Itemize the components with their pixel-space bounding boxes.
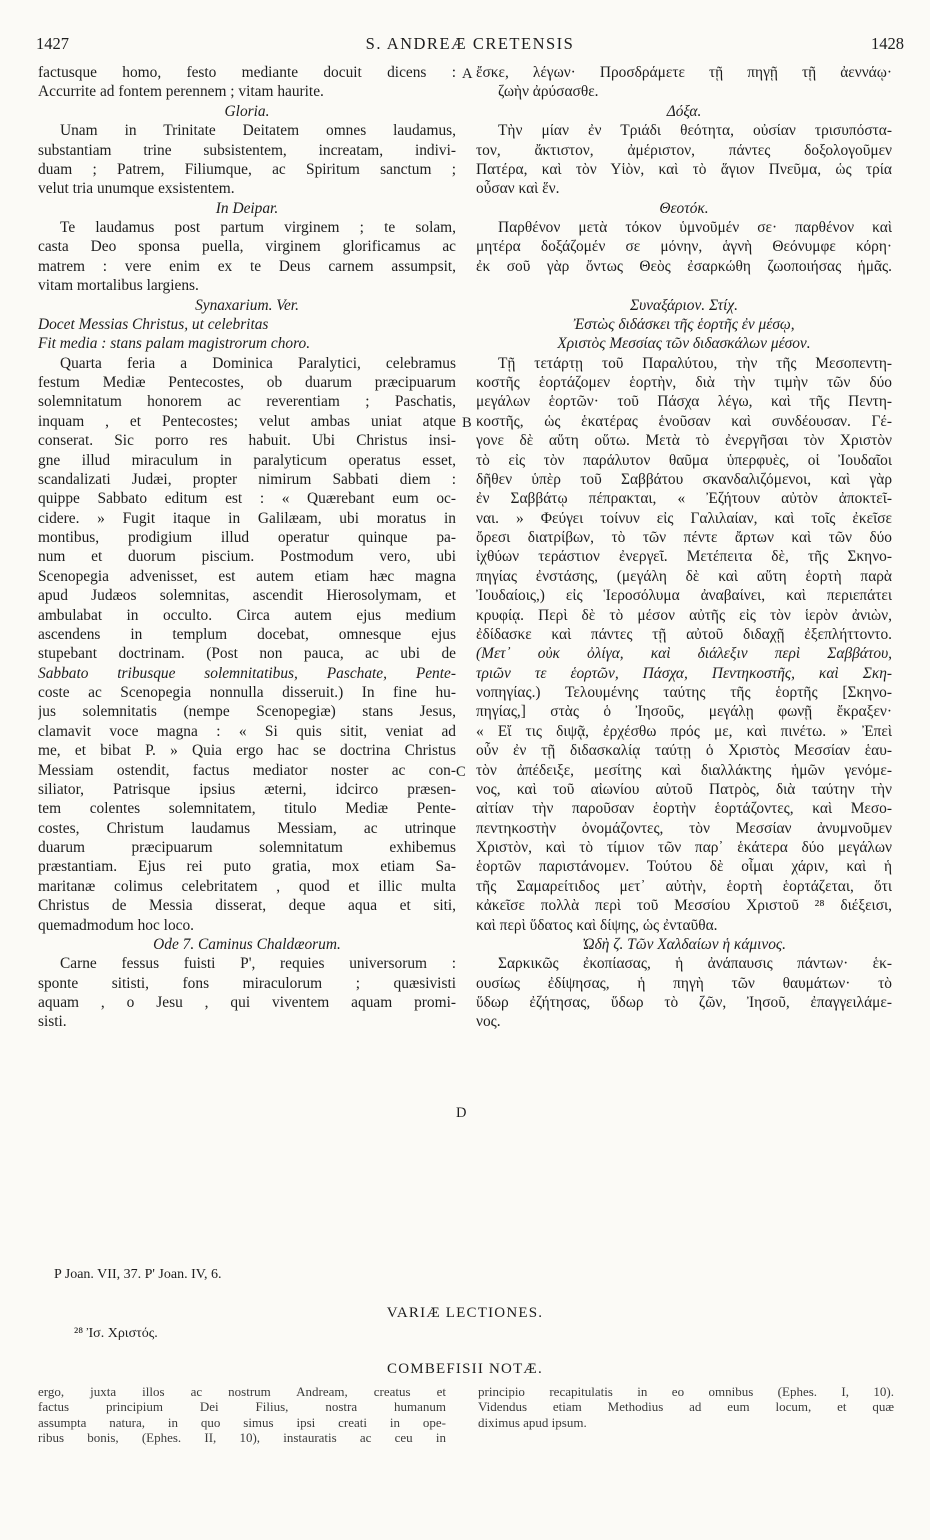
text-line: κοστῆς ἑορτάζομεν ἑορτὴν, διὰ τὴν τιμὴν τῶν δύο (476, 374, 892, 391)
note-line: factus principium Dei Filius, nostra humanum (38, 1399, 446, 1415)
text-line: ουσίως ἐδίψησας, ἡ πηγὴ τῶν θαυμάτων· τὸ (476, 974, 892, 992)
verse-line: Ἐστὼς διδάσκει τῆς ἑορτῆς ἐν μέσῳ, (573, 315, 795, 333)
text-line: apud Judæos solemnitas, ascendit Hierosolymam, et (38, 587, 456, 605)
text-line: quemadmodum hoc loco. (38, 916, 195, 934)
text-line: festum Mediæ Pentecostes, ob duarum præcipuarum (38, 374, 456, 391)
notes-right-column (478, 1384, 894, 1430)
section-heading: Ode 7. Caminus Chaldæorum. (153, 935, 341, 953)
text-line: gne illud miraculum in paralyticum operatus esset, (38, 451, 456, 469)
note-line: principio recapitulatis in eo omnibus (Ephes. I, 10). (478, 1384, 894, 1399)
text-line: Σαρκικῶς ἐκοπίασας, ἡ ἀνάπαυσις πάντων· ἑκ- (498, 955, 892, 973)
verse-line: Docet Messias Christus, ut celebritas (38, 315, 269, 333)
text-line: ἑορτῶν παριστάνομεν. Τούτου δὲ οἶμαι χάριν, καὶ ἡ (476, 858, 892, 876)
text-line: πεντηκοστὴν ὀνομάζοντες, τὸν Μεσσίαν ἀνυμνοῦμεν (476, 819, 892, 837)
combefisii-notae-title: COMBEFISII NOTÆ. (387, 1361, 543, 1377)
margin-letter-b: B (462, 415, 472, 431)
text-line: ὕδωρ ἐζήτησας, ὕδωρ τὸ ζῶν, Ἰησοῦ, ἐπαγγειλάμε- (476, 994, 892, 1011)
text-line: clamavit voce magna : « Si quis sitit, veniat ad (38, 722, 456, 740)
text-line: ἐν Σαββάτῳ πέπρακται, « Ἐζήτουν αὐτὸν ἀποκτεῖ- (476, 490, 892, 508)
text-line: Quarta feria a Dominica Paralytici, celebramus (60, 354, 456, 372)
text-line: aquam , o Jesu , qui viventem aquam promi- (38, 994, 456, 1011)
text-line: ἐδίδασκε καὶ πάντες τῇ αὐτοῦ διδαχῇ ἐξεπλήττοντο. (476, 625, 892, 643)
greek-column (476, 63, 892, 1032)
text-line: κἀκεῖσε πολλὰ περὶ τοῦ Μεσσίου Χριστοῦ ²⁸ διέξεισι, (476, 897, 892, 915)
text-line: κρυφίᾳ. Περὶ δὲ τὸ μέσον αὐτῆς εἰς τὸν ἱερὸν ἀνιὼν, (476, 606, 892, 624)
text-line: cidere. » Fugit itaque in Galilæam, ubi moratus in (38, 509, 456, 527)
text-line: Παρθένον μετὰ τόκον ὑμνοῦμέν σε· παρθένον καὶ (498, 219, 892, 236)
text-line: νοπηγίας.) Τελουμένης ταύτης τῆς ἑορτῆς [Σκηνο- (476, 684, 892, 701)
text-line: ἔσκε, λέγων· Προσδράμετε τῇ πηγῇ τῇ ἀεννάῳ· (476, 64, 892, 81)
note-line: ergo, juxta illos ac nostrum Andream, creatus et (38, 1384, 446, 1399)
text-line: Carne fessus fuisti P', requies universorum : (60, 955, 456, 973)
section-heading: In Deipar. (215, 199, 279, 217)
note-line: Videndus etiam Methodius ad eum locum, et quæ (478, 1399, 894, 1415)
text-line: κοστῆς, ὡς ἑκατέρας ἑνοῦσαν καὶ συνδέουσαν. Γέ- (476, 412, 892, 430)
text-line: τον, ἄκτιστον, ἀμέριστον, πάντες δοξολογοῦμεν (476, 141, 892, 159)
text-line: maritanæ colimus celebritatem , quod et illic multa (38, 877, 456, 895)
text-line: ζωὴν ἀρύσασθε. (498, 83, 599, 101)
notes-left-column (38, 1384, 446, 1446)
text-line: μητέρα δοξάζομέν σε μόνην, ἁγνὴ Θεόνυμφε κόρη· (476, 238, 892, 256)
text-line: πηγίας,] στὰς ὁ Ἰησοῦς, μεγάλῃ φωνῇ ἔκραξεν· (476, 703, 892, 721)
text-line: αἰτίαν τὴν παροῦσαν ἑορτὴν ἑορτάζοντες, καὶ Μεσο- (476, 800, 892, 818)
text-line: jus solemnitatis (nempe Scenopegiæ) stans Jesus, (38, 703, 456, 721)
text-line: καὶ περὶ ὕδατος καὶ δίψης, ὡς ἐνταῦθα. (476, 916, 718, 934)
text-line: Πατέρα, καὶ τὸν Υἱὸν, καὶ τὸ ἅγιον Πνεῦμα, ὡς τρία (476, 160, 892, 178)
text-line: duam ; Patrem, Filiumque, ac Spiritum sanctum ; (38, 160, 456, 178)
note-line: assumpta natura, in quo simus ipsi creati in ope- (38, 1414, 446, 1430)
margin-letter-c: C (456, 764, 466, 780)
right-page-number: 1428 (871, 34, 904, 53)
text-line: ascendens in templum docebat, omnesque ejus (38, 625, 456, 643)
text-line: τριῶν τε ἑορτῶν, Πάσχα, Πεντηκοστῆς, καὶ Σκη- (476, 664, 892, 682)
text-line: sisti. (38, 1013, 67, 1031)
text-line: Scenopegia advenisset, est autem etiam hæc magna (38, 567, 456, 585)
text-line: οὖσαν καὶ ἕν. (476, 180, 560, 198)
text-line: πηγίας ἐνστάσης, (μεγάλη δὲ καὶ αὕτη ἑορτὴ παρὰ (476, 567, 892, 585)
text-line: costes, Christum laudamus Messiam, ac utrinque (38, 819, 456, 837)
margin-letter-d: D (456, 1105, 467, 1121)
text-line: num et duorum piscium. Postmodum vero, ubi (38, 548, 456, 566)
text-line: Te laudamus post partum virginem ; te solam, (60, 219, 456, 236)
text-line: duarum præcipuarum solemnitatum exhibemus (38, 839, 456, 856)
text-line: « Εἴ τις διψᾷ, ἐρχέσθω πρός με, καὶ πινέτω. » Ἐπεὶ (476, 722, 892, 740)
text-line: velut tria unumque exsistentem. (38, 180, 235, 198)
text-line: Christus de Messia disserat, deque aqua et siti, (38, 897, 456, 915)
text-line: οὖν ἐν τῇ διδασκαλίᾳ ταύτῃ ὁ Χριστὸς Μεσσίαν ἑαυ- (476, 742, 892, 760)
text-line: casta Deo sponsa puella, virginem glorificamus ac (38, 238, 456, 256)
text-line: conserat. Sic porro res habuit. Ubi Christus insi- (38, 432, 456, 450)
text-line: ὄρεσι διατρίβων, τὸ τῶν πέντε ἄρτων καὶ τῶν δύο (476, 529, 892, 546)
text-line: stupebant doctrinam. (Post non pauca, ac ubi de (38, 645, 456, 663)
text-line: factusque homo, festo mediante docuit dicens : (38, 64, 456, 81)
section-heading: Συναξάριον. Στίχ. (629, 296, 739, 314)
text-line: coste ac Scenopegia nonnulla disseruit.) In fine hu- (38, 684, 456, 701)
text-line: Ἰουδαίοις,) εἰς Ἱεροσόλυμα ἀναβαίνει, καὶ περιεπάτει (476, 587, 892, 605)
text-line: præstantiam. Ejus rei puto gratia, mox etiam Sa- (38, 858, 456, 876)
text-line: vitam mortalibus largiens. (38, 277, 199, 295)
page-header (36, 34, 904, 56)
text-line: solemnitatum honorem ac reverentiam ; Paschatis, (38, 393, 456, 411)
section-heading: Gloria. (224, 102, 270, 120)
variae-lectiones-title: VARIÆ LECTIONES. (386, 1305, 544, 1321)
running-title: S. ANDREÆ CRETENSIS (365, 34, 575, 53)
text-line: ἐκ σοῦ γὰρ ὄντως Θεὸς ἐσαρκώθη ζωοποιήσας ἡμᾶς. (476, 257, 892, 275)
text-line: (Μετ᾽ οὐκ ὀλίγα, καὶ διάλεξιν περὶ Σαββάτου, (476, 645, 892, 663)
section-heading: Θεοτόκ. (659, 199, 709, 217)
text-line: τὸ εἰς τὸν παράλυτον θαῦμα ὑπερφυὲς, οἱ Ἰουδαῖοι (476, 451, 892, 469)
text-line: ναι. » Φεύγει τοίνυν εἰς Γαλιλαίαν, καὶ τοῖς ἐκεῖσε (476, 509, 892, 527)
note-line: diximus apud ipsum. (478, 1414, 587, 1430)
text-line: tem colentes solemnitatem, titulo Mediæ Pente- (38, 800, 456, 818)
variae-lectiones-item: ²⁸ Ἰσ. Χριστός. (74, 1326, 158, 1341)
text-line: Sabbato tribusque solemnitatibus, Paschate, Pente- (38, 664, 456, 682)
latin-column (38, 63, 456, 1032)
text-line: μεγάλων ἑορτῶν· τοῦ Πάσχα λέγω, καὶ τῆς Πεντη- (476, 393, 892, 411)
margin-letter-a: A (462, 66, 473, 82)
verse-line: Fit media : stans palam magistrorum choro. (38, 335, 311, 353)
text-line: Χριστὸν, καὶ τὸ τίμιον τῶν παρ᾽ ἑκάτερα δύο μεγάλων (476, 839, 892, 856)
text-line: ἰχθύων τεράστιον ἐνεργεῖ. Μετέπειτα δὲ, τῆς Σκηνο- (476, 548, 892, 566)
text-line: substantiam trine subsistentem, increatam, indivi- (38, 141, 456, 159)
left-page-number: 1427 (36, 34, 69, 53)
text-line: γονε δὲ αὕτη οὕτω. Μετὰ τὸ ἐνεργῆσαι τὸν Χριστὸν (476, 432, 892, 450)
text-line: sponte sitisti, fons miraculorum ; quæsivisti (38, 974, 456, 992)
text-line: ambulabat in occulto. Circa autem ejus medium (38, 606, 456, 624)
text-line: matrem : vere enim ex te Deus carnem assumpsit, (38, 257, 456, 275)
text-line: τῆς Σαμαρείτιδος μετ᾽ αὐτὴν, ἑορτὴ ἑορτάζεται, ὅτι (476, 877, 892, 895)
text-line: νος. (476, 1013, 501, 1031)
text-line: Τῇ τετάρτῃ τοῦ Παραλύτου, τὴν τῆς Μεσοπεντη- (498, 354, 892, 372)
text-line: νος, καὶ τοῦ αἰωνίου αὐτοῦ Πατρὸς, διὰ ταύτην τὴν (476, 780, 892, 798)
text-line: δῆθεν ὑπὲρ τοῦ Σαββάτου σκανδαλιζόμενοι, καὶ γὰρ (476, 470, 892, 488)
note-line: ribus bonis, (Ephes. II, 10), instauratis ac ceu in (38, 1430, 446, 1446)
verse-line: Χριστὸς Μεσσίας τῶν διδασκάλων μέσον. (557, 335, 811, 353)
text-line: quippe Sabbato editum est : « Quærebant eum oc- (38, 490, 456, 508)
text-line: Messiam ostendit, factus mediator noster ac con- (38, 761, 456, 779)
blank-line (476, 276, 892, 295)
section-heading: Synaxarium. Ver. (195, 296, 299, 314)
text-line: Τὴν μίαν ἐν Τριάδι θεότητα, οὐσίαν τρισυπόστα- (498, 122, 892, 140)
section-heading: Ὠδὴ ζ. Τῶν Χαλδαίων ἡ κάμινος. (581, 935, 787, 953)
text-line: τὸν ἀπέδειξε, μεσίτης καὶ διαλλάκτης ἡμῶν γενόμε- (476, 761, 892, 779)
text-line: Unam in Trinitate Deitatem omnes laudamus, (60, 122, 456, 140)
text-line: me, et bibat P. » Quia ergo hac se doctrina Christus (38, 742, 456, 760)
text-line: montibus, prodigium illud operatur quinque pa- (38, 529, 456, 546)
footnote: P Joan. VII, 37. P' Joan. IV, 6. (54, 1267, 222, 1282)
text-line: Accurrite ad fontem perennem ; vitam haurite. (38, 83, 324, 101)
section-heading: Δόξα. (666, 102, 702, 120)
text-line: scandalizati Judæi, propter nimirum Sabbati diem : (38, 470, 456, 488)
text-line: inquam , et Pentecostes; velut ambas uniat atque (38, 412, 456, 430)
text-line: siliator, Patrisque ipsius æterni, idcirco præsen- (38, 780, 456, 798)
